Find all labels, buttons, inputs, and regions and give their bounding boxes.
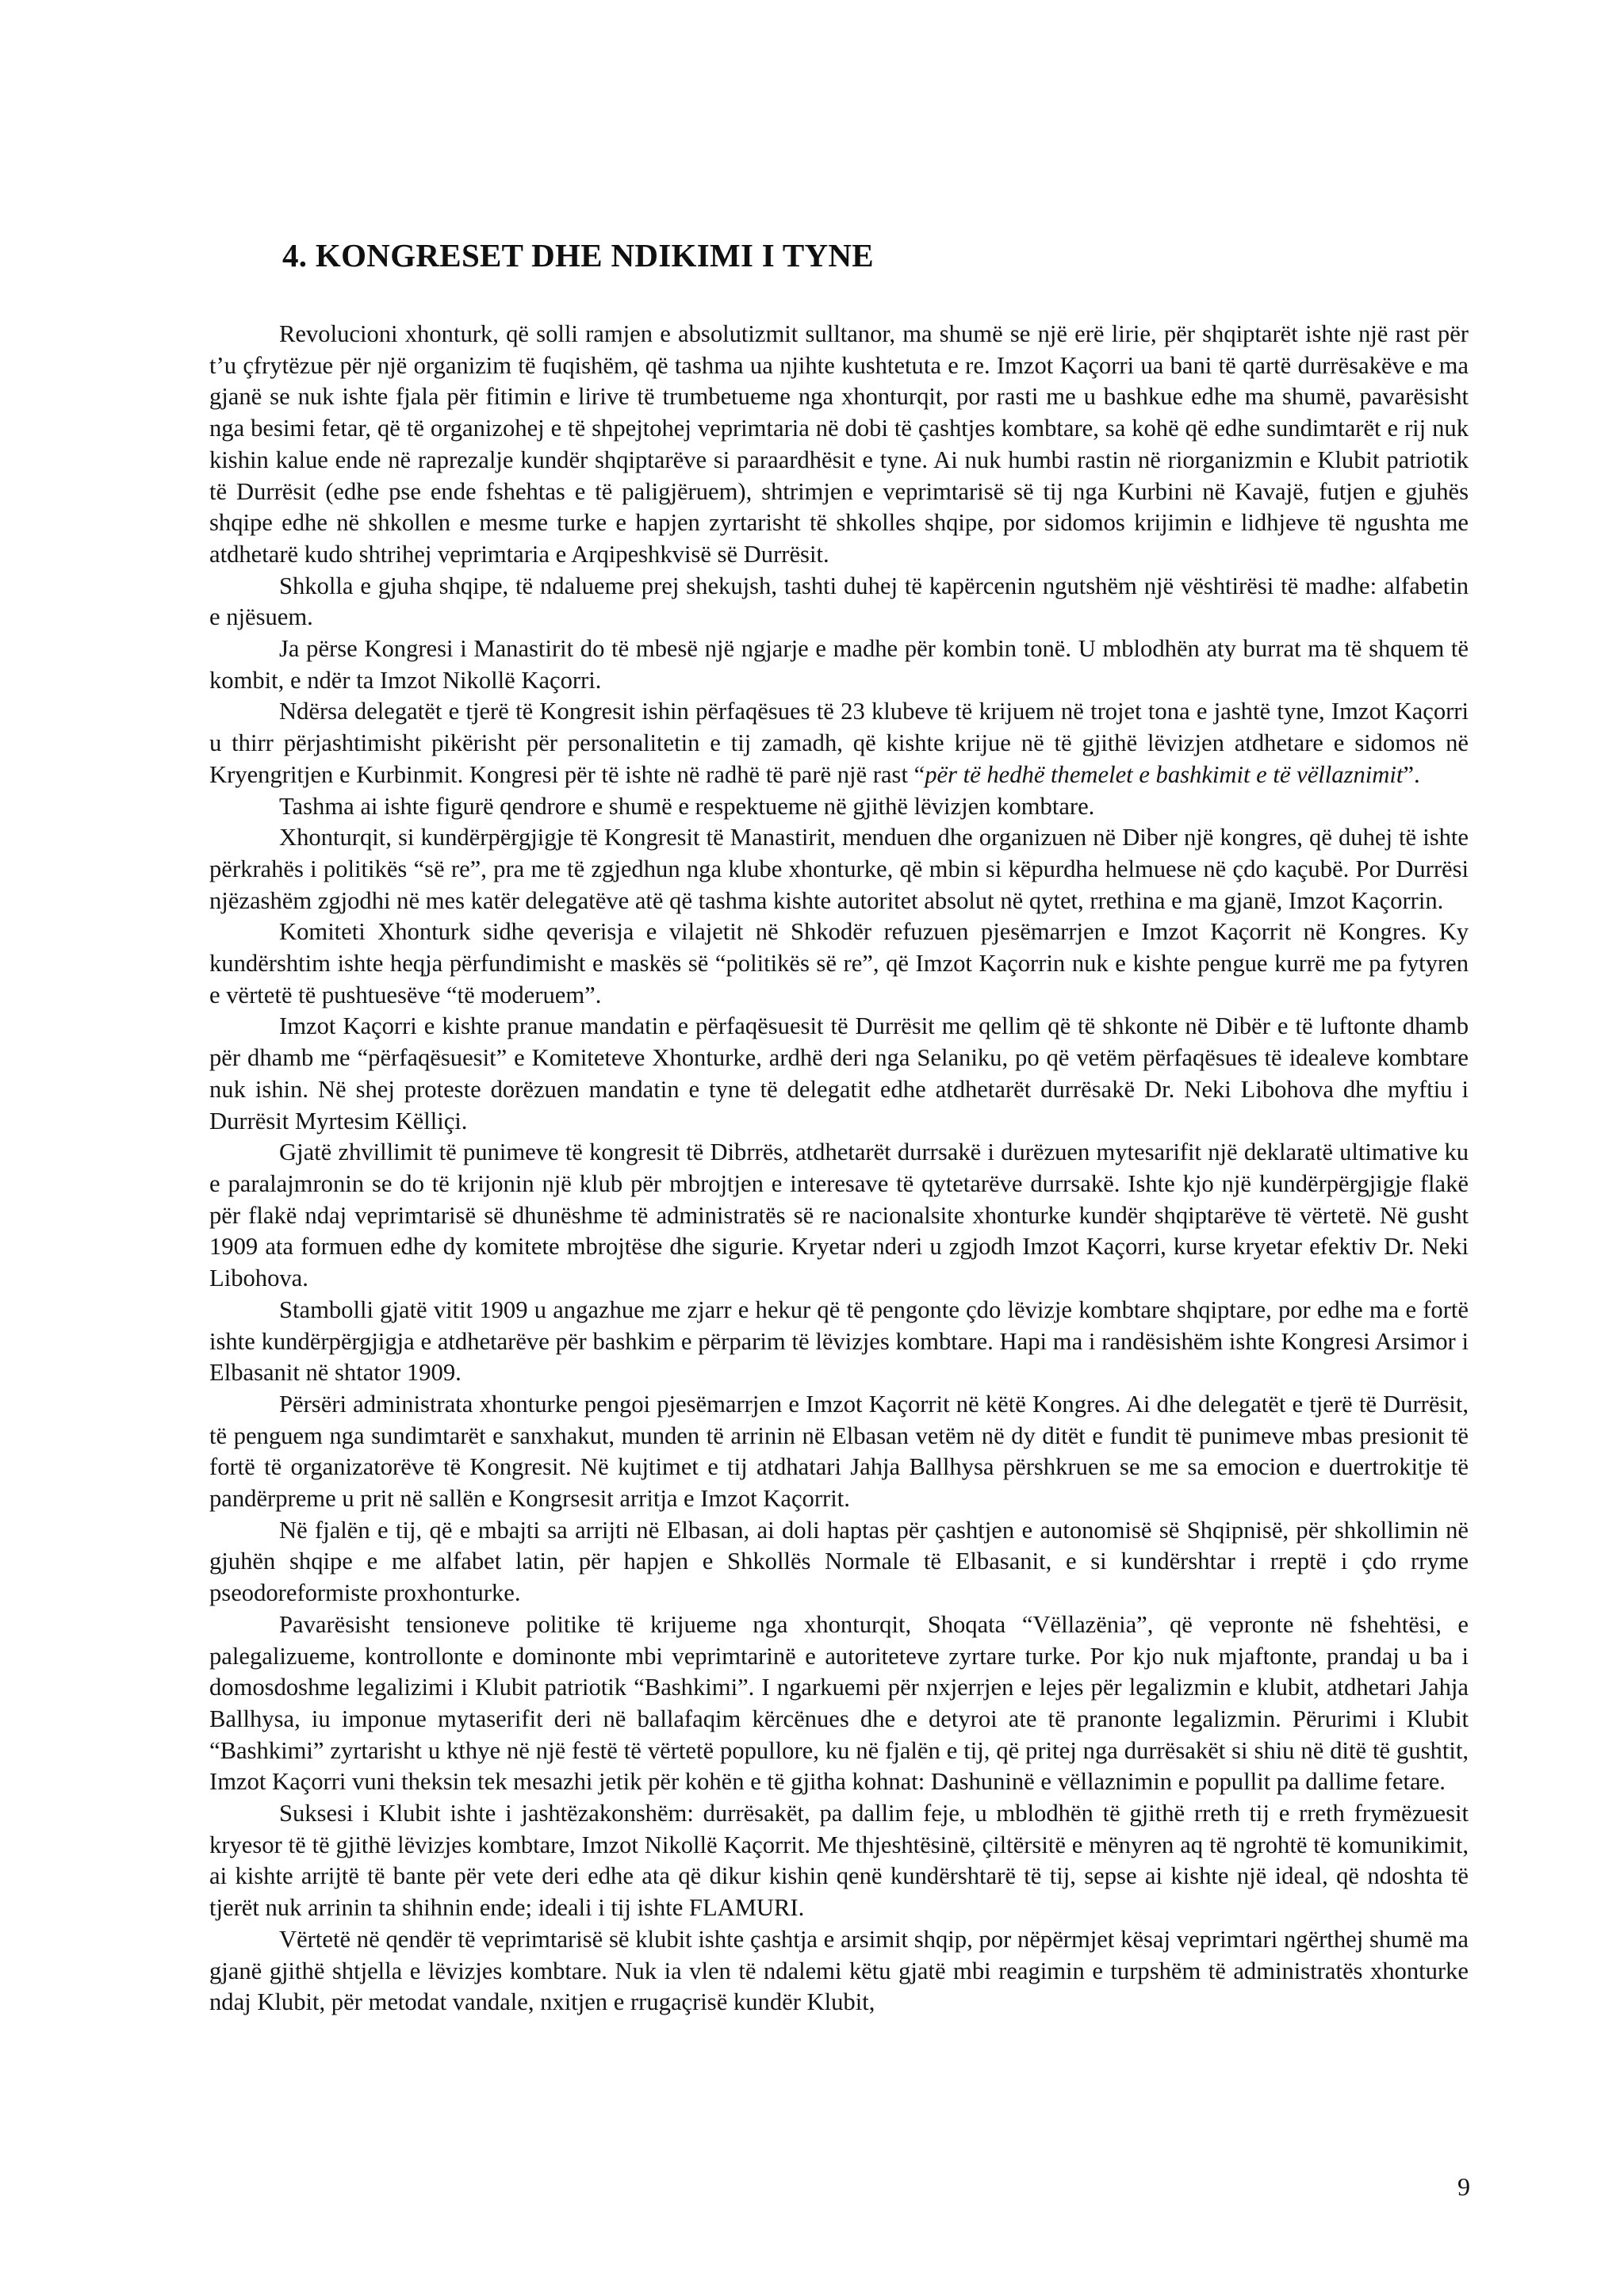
- section-heading: 4. KONGRESET DHE NDIKIMI I TYNE: [282, 237, 874, 274]
- paragraph: [209, 1389, 1469, 1515]
- paragraph: [209, 571, 1469, 633]
- paragraph: [209, 1924, 1469, 2019]
- paragraph-text: Gjatë zhvillimit të punimeve të kongresit të Dibrrës, atdhetarët durrsakë i durëzuen mytesarifit një deklaratë ultimative ku e paralajmronin se do të krijonin një klub për mbrojtjen e interesave të qytetarëve durrsakë. Ishte kjo një kundërpërgjigje flakë për flakë ndaj veprimtarisë së dhunëshme të administratës së re nacionalsite xhonturke kundër shqiptarëve të vërtetë. Në gusht 1909 ata formuen edhe dy komitete mbrojtëse dhe sigurie. Kryetar nderi u zgjodh Imzot Kaçorri, kurse kryetar efektiv Dr. Neki Libohova.: [209, 1138, 1469, 1292]
- paragraph-text: Ndërsa delegatët e tjerë të Kongresit ishin përfaqësues të 23 klubeve të krijuem në trojet tona e jashtë tyne, Imzot Kaçorri u thirr përjashtimisht pikërisht për personalitetin e tij zamadh, që kishte krijue në të gjithë lëvizjen atdhetare e sidomos në Kryengritjen e Kurbinmit. Kongresi për të ishte në radhë të parë një rast “: [209, 698, 1469, 788]
- paragraph-text: Stambolli gjatë vitit 1909 u angazhue me zjarr e hekur që të pengonte çdo lëvizje kombtare shqiptare, por edhe ma e fortë ishte kundërpërgjigja e atdhetarëve për bashkim e përparim të lëvizjes kombtare. Hapi ma i randësishëm ishte Kongresi Arsimor i Elbasanit në shtator 1909.: [209, 1295, 1469, 1387]
- page-number: 9: [1457, 2172, 1470, 2201]
- paragraph-text: Në fjalën e tij, që e mbajti sa arrijti në Elbasan, ai doli haptas për çashtjen e autonomisë së Shqipnisë, për shkollimin në gjuhën shqipe e me alfabet latin, për hapjen e Shkollës Normale të Elbasanit, e si kundërshtar i rreptë i çdo rryme pseodoreformiste proxhonturke.: [209, 1516, 1469, 1607]
- paragraph: [209, 916, 1469, 1011]
- paragraph: [209, 1515, 1469, 1609]
- paragraph: [209, 791, 1469, 823]
- paragraph-text: Vërtetë në qendër të veprimtarisë së klubit ishte çashtja e arsimit shqip, por nëpërmjet kësaj veprimtari ngërthej shumë ma gjanë gjithë shtjella e lëvizjes kombtare. Nuk ia vlen të ndalemi këtu gjatë mbi reagimin e turpshëm të administratës xhonturke ndaj Klubit, për metodat vandale, nxitjen e rrugaçrisë kundër Klubit,: [209, 1925, 1469, 2016]
- paragraph: [209, 1137, 1469, 1295]
- paragraph: [209, 822, 1469, 916]
- paragraph-text: Ja përse Kongresi i Manastirit do të mbesë një ngjarje e madhe për kombin tonë. U mblodhën aty burrat ma të shquem të kombit, e ndër ta Imzot Nikollë Kaçorri.: [209, 635, 1469, 694]
- paragraph-text-end: ”.: [1403, 760, 1420, 788]
- paragraph-text: Komiteti Xhonturk sidhe qeverisja e vilajetit në Shkodër refuzuen pjesëmarrjen e Imzot Kaçorrit në Kongres. Ky kundërshtim ishte heqja përfundimisht e maskës së “politikës së re”, që Imzot Kaçorrin nuk e kishte pengue kurrë me pa fytyren e vërtetë të pushtuesëve “të moderuem”.: [209, 918, 1469, 1008]
- document-page: [209, 236, 1469, 2019]
- paragraph-text: Pavarësisht tensioneve politike të krijueme nga xhonturqit, Shoqata “Vëllazënia”, që vepronte në fshehtësi, e palegalizueme, kontrollonte e dominonte mbi veprimtarinë e autoriteteve zyrtare turke. Por kjo nuk mjaftonte, prandaj u ba i domosdoshme legalizimi i Klubit patriotik “Bashkimi”. I ngarkuemi për nxjerrjen e lejes për legalizmin e klubit, atdhetari Jahja Ballhysa, iu imponue mytaserifit deri në ballafaqim kërcënues dhe e detyroi ate të pranonte legalizmin. Përurimi i Klubit “Bashkimi” zyrtarisht u kthye në një festë të vërtetë popullore, ku në fjalën e tij, që pritej nga durrësakët si shiu në ditë të gushtit, Imzot Kaçorri vuni theksin tek mesazhi jetik për kohën e të gjitha kohnat: Dashuninë e vëllaznimin e popullit pa dallime fetare.: [209, 1610, 1469, 1796]
- paragraph-text: Imzot Kaçorri e kishte pranue mandatin e përfaqësuesit të Durrësit me qellim që të shkonte në Dibër e të luftonte dhamb për dhamb me “përfaqësuesit” e Komiteteve Xhonturke, ardhë deri nga Selaniku, po që vetëm përfaqësues të idealeve kombtare nuk ishin. Në shej proteste dorëzuen mandatin e tyne të delegatit edhe atdhetarët durrësakë Dr. Neki Libohova dhe myftiu i Durrësit Myrtesim Këlliçi.: [209, 1012, 1469, 1135]
- paragraph-text: Shkolla e gjuha shqipe, të ndalueme prej shekujsh, tashti duhej të kapërcenin ngutshëm një vështirësi të madhe: alfabetin e njësuem.: [209, 572, 1469, 631]
- paragraph-text: Përsëri administrata xhonturke pengoi pjesëmarrjen e Imzot Kaçorrit në këtë Kongres. Ai dhe delegatët e tjerë të Durrësit, të penguem nga sundimtarët e sanxhakut, munden të arrinin në Elbasan vetëm në dy ditët e fundit të punimeve mbas presionit të fortë të organizatorëve të Kongresit. Në kujtimet e tij atdhatari Jahja Ballhysa përshkruen se me sa emocion e duertrokitje të pandërpreme u prit në sallën e Kongrsesit arritja e Imzot Kaçorrit.: [209, 1390, 1469, 1513]
- paragraph-text: Tashma ai ishte figurë qendrore e shumë e respektueme në gjithë lëvizjen kombtare.: [279, 792, 1095, 820]
- paragraph: [209, 696, 1469, 790]
- italic-quote: për të hedhë themelet e bashkimit e të vëllaznimit: [925, 760, 1404, 788]
- paragraph: [209, 1609, 1469, 1798]
- paragraph: [209, 1011, 1469, 1137]
- paragraph-text: Suksesi i Klubit ishte i jashtëzakonshëm: durrësakët, pa dallim feje, u mblodhën të gjithë rreth tij e rreth frymëzuesit kryesor të të gjithë lëvizjes kombtare, Imzot Nikollë Kaçorrit. Me thjeshtësinë, çiltërsitë e mënyren aq të ngrohtë të komunikimit, ai kishte arrijtë të bante për vete deri edhe ata që dikur kishin qenë kundërshtarë të tij, sepse ai kishte një ideal, që ndoshta të tjerët nuk arrinin ta shihnin ende; ideali i tij ishte FLAMURI.: [209, 1800, 1469, 1922]
- paragraph: [209, 319, 1469, 571]
- paragraph: [209, 1798, 1469, 1924]
- body-text: [209, 319, 1469, 2019]
- paragraph: [209, 633, 1469, 696]
- paragraph: [209, 1295, 1469, 1389]
- paragraph-text: Revolucioni xhonturk, që solli ramjen e absolutizmit sulltanor, ma shumë se një erë lirie, për shqiptarët ishte një rast për t’u çfrytëzue për një organizim të fuqishëm, që tashma ua njihte kushtetuta e re. Imzot Kaçorri ua bani të qartë durrësakëve e ma gjanë se nuk ishte fjala për fitimin e lirive të trumbetueme nga xhonturqit, por rasti me u bashkue edhe ma shumë, pavarësisht nga besimi fetar, që të organizohej e të shpejtohej veprimtaria në dobi të çashtjes kombtare, sa kohë që edhe sundimtarët e rij nuk kishin kalue ende në raprezalje kundër shqiptarëve si paraardhësit e tyne. Ai nuk humbi rastin në riorganizmin e Klubit patriotik të Durrësit (edhe pse ende fshehtas e të paligjëruem), shtrimjen e veprimtarisë së tij nga Kurbini në Kavajë, futjen e gjuhës shqipe edhe në shkollen e mesme turke e hapjen zyrtarisht të shkolles shqipe, por sidomos krijimin e lidhjeve të ngushta me atdhetarë kudo shtrihej veprimtaria e Arqipeshkvisë së Durrësit.: [209, 320, 1469, 568]
- paragraph-text: Xhonturqit, si kundërpërgjigje të Kongresit të Manastirit, menduen dhe organizuen në Diber një kongres, që duhej të ishte përkrahës i politikës “së re”, pra me të zgjedhun nga klube xhonturke, që mbin si këpurdha helmuese në çdo kaçubë. Por Durrësi njëzashëm zgjodhi në mes katër delegatëve atë që tashma kishte autoritet absolut në qytet, rrethina e ma gjanë, Imzot Kaçorrin.: [209, 824, 1469, 914]
